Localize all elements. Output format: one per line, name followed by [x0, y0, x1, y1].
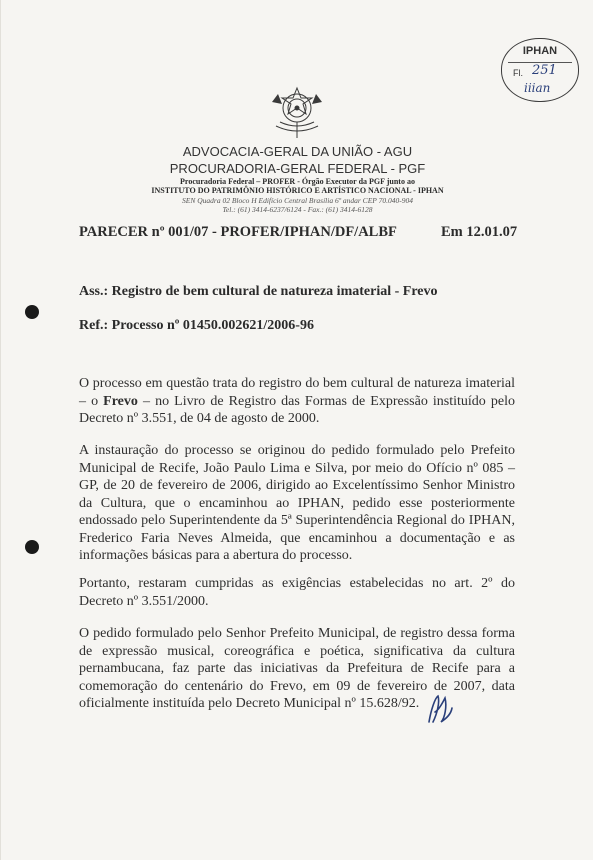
- header-pgf: PROCURADORIA-GERAL FEDERAL - PGF: [169, 161, 426, 176]
- header-address: SEN Quadra 02 Bloco H Edifício Central Brasília 6º andar CEP 70.040-904: [182, 196, 413, 205]
- subject-line: Ass.: Registro de bem cultural de natureza imaterial - Frevo: [79, 284, 438, 299]
- punch-hole-top: [25, 305, 39, 319]
- punch-hole-bottom: [25, 540, 39, 554]
- paragraph-1-bold: Frevo: [103, 393, 138, 409]
- paragraph-3: Portanto, restaram cumpridas as exigências estabelecidas no art. 2º do Decreto nº 3.551/2000.: [79, 576, 515, 609]
- coat-of-arms-icon: [266, 80, 328, 142]
- paragraph-2: A instauração do processo se originou do pedido formulado pelo Prefeito Municipal de Recife, João Paulo Lima e Silva, por meio do Ofício nº 085 – GP, de 20 de fevereiro de 2006, dirigido ao Excelentíssimo Senhor Ministro da Cultura, que o encaminhou ao IPHAN, pedido esse posteriormente endossado pelo Superintendente da 5ª Superintendência Regional do IPHAN, Frederico Faria Neves Almeida, que encaminhou a documentação e as informações básicas para a abertura do processo.: [79, 443, 515, 563]
- paragraph-1-end: – no Livro de Registro das Formas de Expressão instituído pelo Decreto nº 3.551, de 04 de agosto de 2000.: [79, 393, 515, 426]
- handwritten-initials: [425, 692, 455, 726]
- header-agu: ADVOCACIA-GERAL DA UNIÃO - AGU: [182, 144, 413, 159]
- stamp-folio-number: 251: [532, 63, 557, 78]
- stamp-title: IPHAN: [522, 45, 558, 57]
- parecer-date: Em 12.01.07: [441, 224, 518, 240]
- iphan-folio-stamp: [501, 38, 579, 102]
- header-profer: Procuradoria Federal – PROFER - Órgão Executor da PGF junto ao: [180, 177, 415, 186]
- header-institute: INSTITUTO DO PATRIMÔNIO HISTÓRICO E ARTÍSTICO NACIONAL - IPHAN: [151, 186, 444, 195]
- paragraph-1: [79, 375, 515, 428]
- stamp-signature: iiian: [524, 81, 551, 95]
- stamp-fl-label: Fl.: [513, 68, 523, 78]
- paragraph-4: O pedido formulado pelo Senhor Prefeito Municipal, de registro dessa forma de expressão musical, coreográfica e poética, significativa da cultura pernambucana, faz parte das iniciativas da Prefeitura de Recife para a comemoração do centenário do Frevo, em 09 de fevereiro de 2007, data oficialmente instituída pelo Decreto Municipal nº 15.628/92.: [79, 626, 515, 711]
- header-phone: Tel.: (61) 3414-6237/6124 - Fax.: (61) 3414-6128: [222, 205, 373, 214]
- reference-line: Ref.: Processo nº 01450.002621/2006-96: [79, 318, 314, 333]
- paragraph-1-start: O processo em questão trata do registro do bem cultural de natureza imaterial – o: [79, 376, 515, 409]
- parecer-title: PARECER nº 001/07 - PROFER/IPHAN/DF/ALBF: [79, 224, 397, 240]
